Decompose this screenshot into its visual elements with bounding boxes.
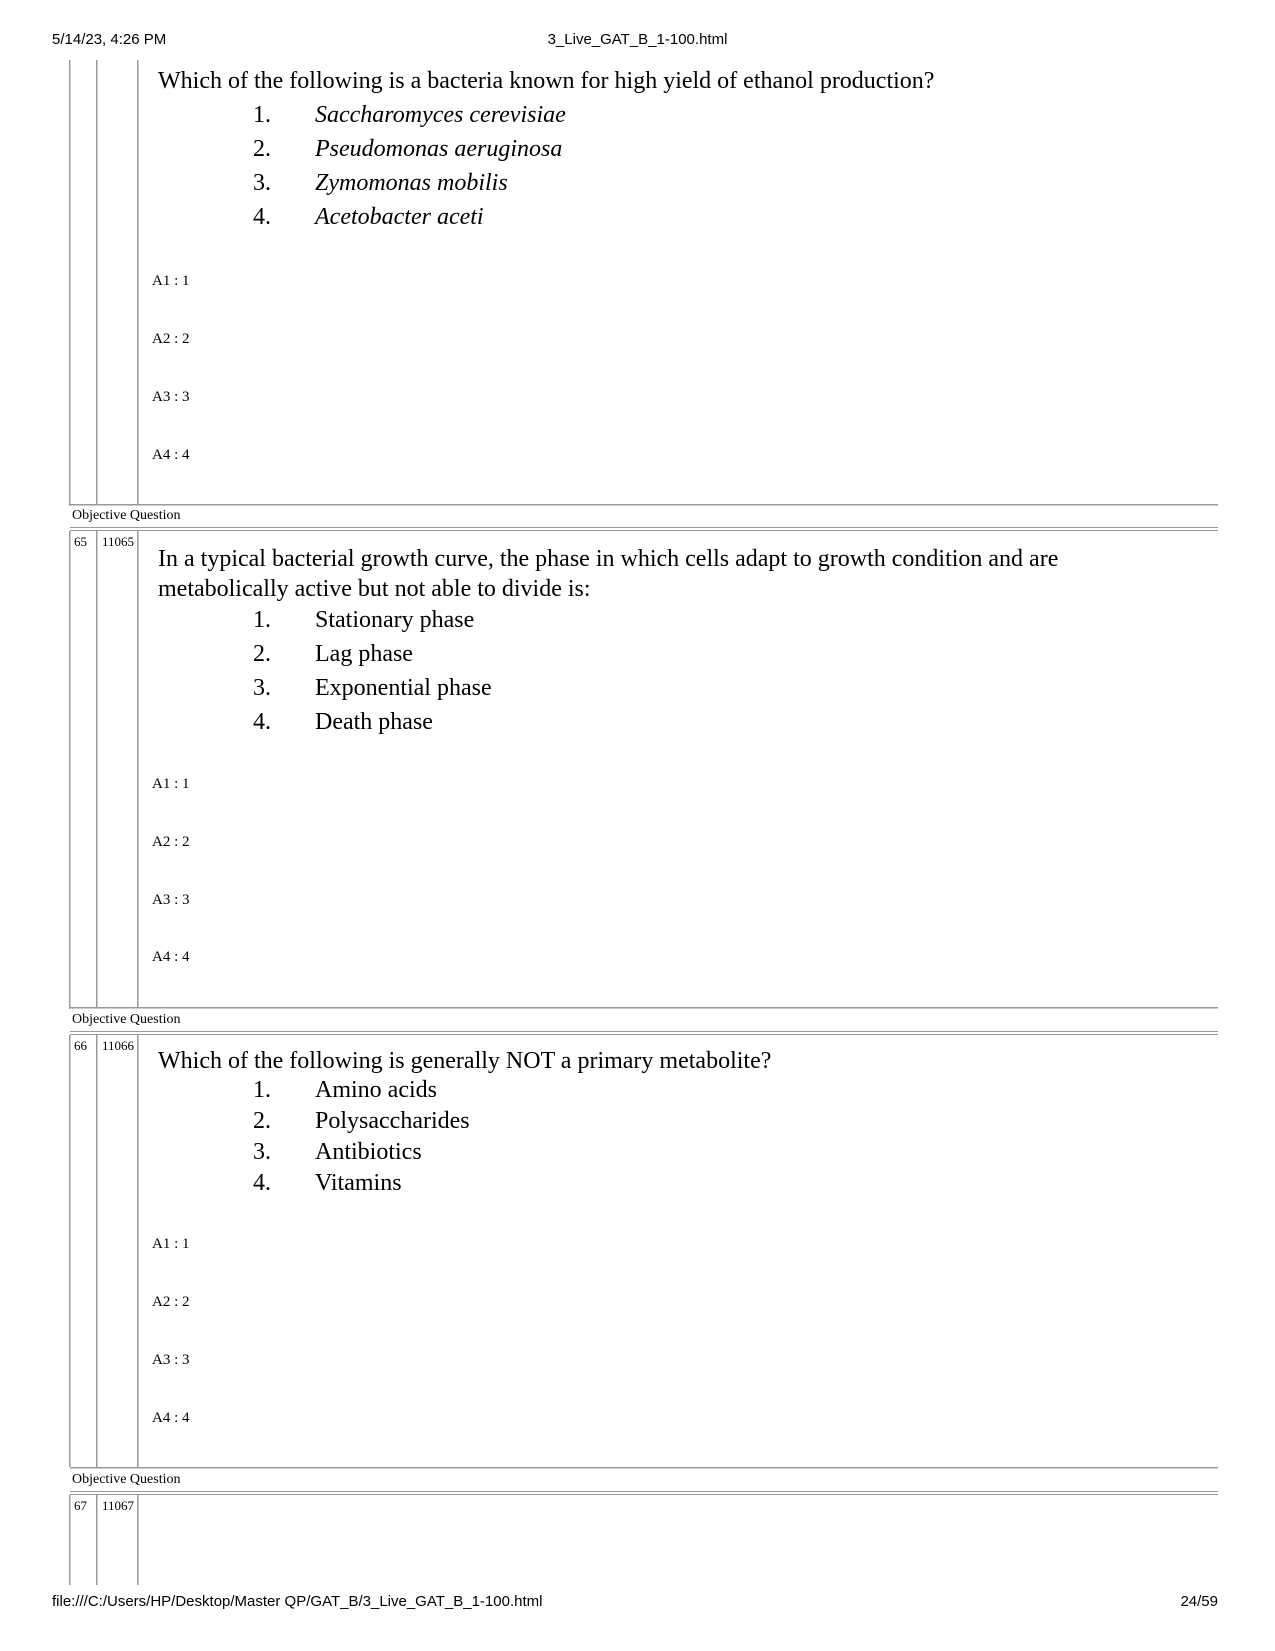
options-list (253, 603, 492, 739)
question-number: 65 (74, 534, 87, 549)
option-item: 4. Death phase (253, 709, 433, 735)
option-item: 3. Exponential phase (253, 675, 492, 701)
table-border (69, 531, 71, 1009)
question-id: 11066 (102, 1038, 135, 1053)
question-text: Which of the following is a bacteria known for high yield of ethanol production? (158, 68, 935, 94)
answer-label: A1 : 1 (152, 776, 190, 792)
options-list (253, 98, 566, 234)
table-border (137, 60, 139, 506)
question-id: 11067 (102, 1498, 135, 1513)
table-border (96, 1035, 98, 1467)
answer-label: A4 : 4 (152, 949, 190, 965)
question-id: 11065 (102, 534, 135, 549)
option-item: 2. Polysaccharides (253, 1108, 470, 1134)
table-border (96, 1495, 98, 1585)
option-item: 2. Pseudomonas aeruginosa (253, 136, 563, 162)
answer-label: A3 : 3 (152, 389, 190, 405)
answer-label: A3 : 3 (152, 892, 190, 908)
table-border (70, 1491, 1218, 1495)
option-item: 3. Zymomonas mobilis (253, 170, 508, 196)
question-text: In a typical bacterial growth curve, the phase in which cells adapt to growth condition and are metabolically active but not able to divide is: (158, 546, 1059, 602)
answer-label: A2 : 2 (152, 834, 190, 850)
table-border (70, 527, 1218, 531)
question-text: Which of the following is generally NOT a primary metabolite? (158, 1048, 772, 1074)
table-border (137, 531, 139, 1009)
table-border (69, 1035, 71, 1467)
question-type-label: Objective Question (72, 1012, 181, 1027)
option-item: 1. Stationary phase (253, 607, 475, 633)
table-border (137, 1035, 139, 1467)
answer-label: A3 : 3 (152, 1352, 190, 1368)
table-border (70, 504, 1218, 506)
question-number: 66 (74, 1038, 87, 1053)
table-border (137, 1495, 139, 1585)
print-file-path: file:///C:/Users/HP/Desktop/Master QP/GAT_B/3_Live_GAT_B_1-100.html (52, 1593, 543, 1610)
option-item: 1. Amino acids (253, 1077, 437, 1103)
table-border (70, 1031, 1218, 1035)
options-list (253, 1075, 470, 1199)
print-date: 5/14/23, 4:26 PM (52, 31, 167, 48)
answer-label: A1 : 1 (152, 1236, 190, 1252)
table-border (69, 1495, 71, 1585)
print-title: 3_Live_GAT_B_1-100.html (547, 31, 728, 48)
question-type-label: Objective Question (72, 508, 181, 523)
option-item: 2. Lag phase (253, 641, 413, 667)
table-border (69, 60, 71, 506)
table-border (70, 1007, 1218, 1009)
answer-label: A1 : 1 (152, 273, 190, 289)
option-item: 3. Antibiotics (253, 1139, 422, 1165)
answer-label: A4 : 4 (152, 1410, 190, 1426)
option-item: 1. Saccharomyces cerevisiae (253, 102, 566, 128)
table-border (70, 1467, 1218, 1469)
table-border (96, 60, 98, 506)
answer-label: A2 : 2 (152, 1294, 190, 1310)
answer-label: A2 : 2 (152, 331, 190, 347)
table-border (96, 531, 98, 1009)
answer-label: A4 : 4 (152, 447, 190, 463)
option-item: 4. Vitamins (253, 1170, 402, 1196)
question-type-label: Objective Question (72, 1472, 181, 1487)
print-page-number: 24/59 (1180, 1593, 1218, 1610)
question-number: 67 (74, 1498, 87, 1513)
option-item: 4. Acetobacter aceti (253, 204, 484, 230)
